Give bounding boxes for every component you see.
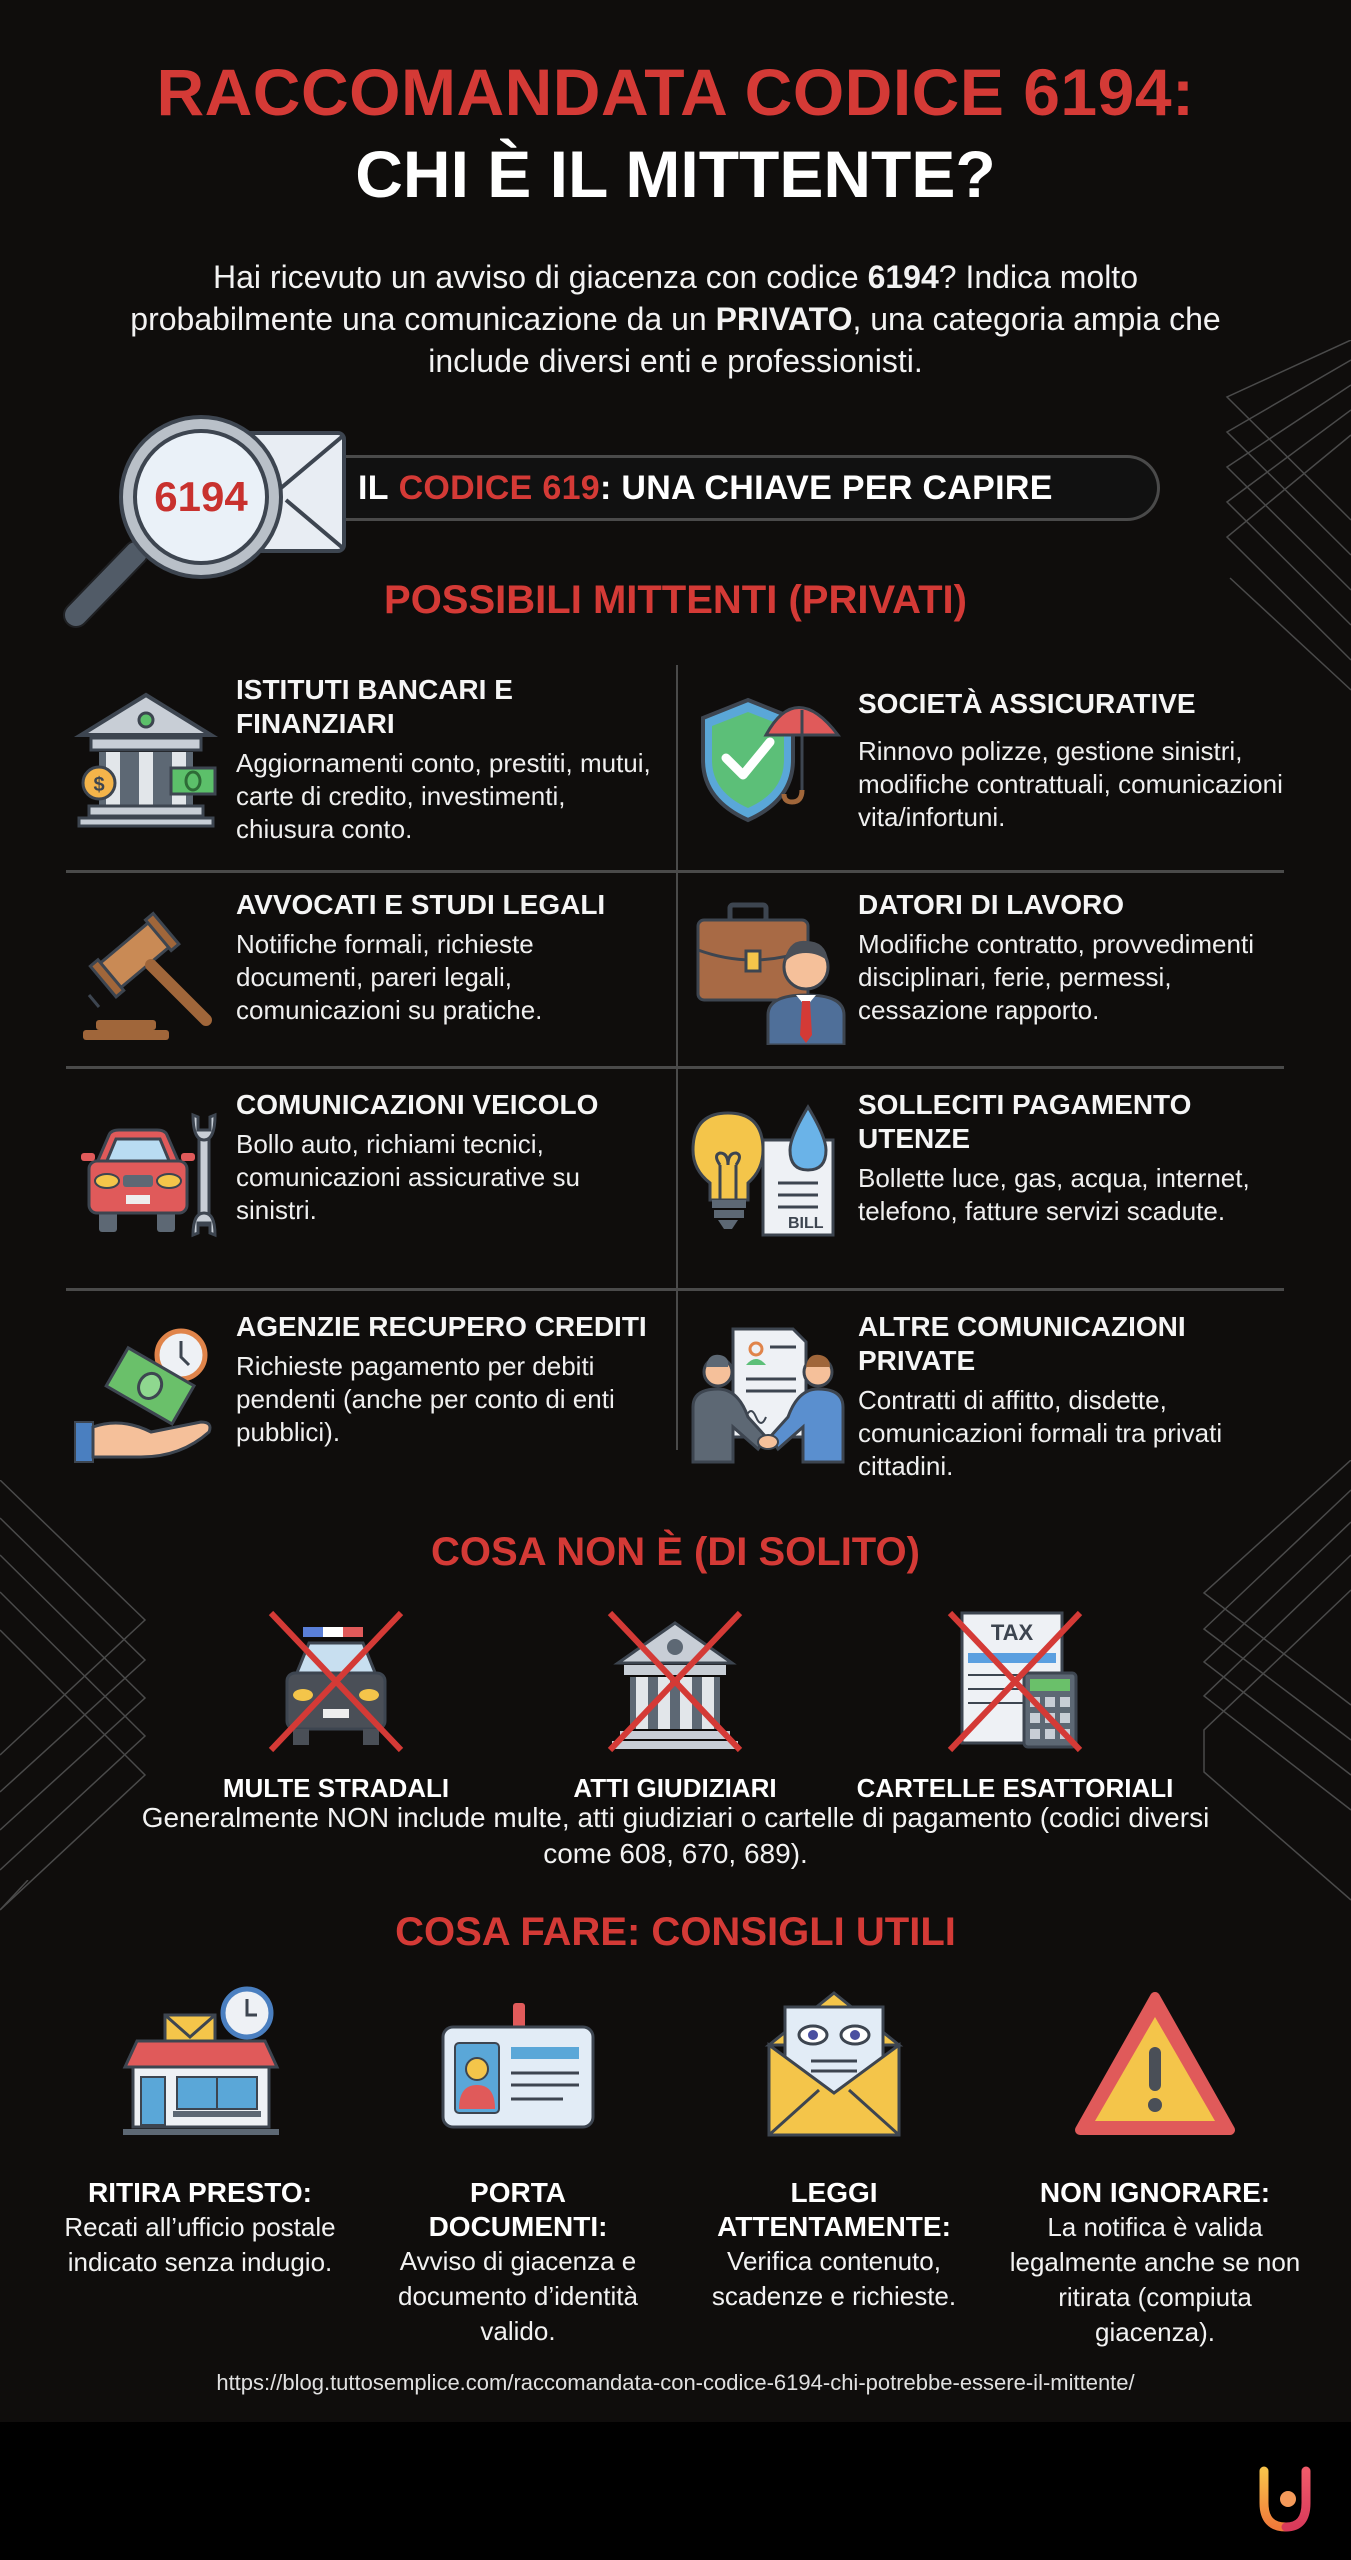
not-item-fines [166,1605,506,1804]
not-section-note: Generalmente NON include multe, atti giudiziari o cartelle di pagamento (codici diversi come 608, 670, 689). [141,1802,1210,1869]
senders-section-title: POSSIBILI MITTENTI (PRIVATI) [384,578,967,622]
sender-title: AGENZIE RECUPERO CREDITI [236,1311,647,1342]
sender-description: Contratti di affitto, disdette, comunicazioni formali tra privati cittadini. [858,1385,1223,1481]
tip-step-documents [378,1980,658,2349]
insurance-shield-umbrella-icon [688,680,848,830]
gavel-icon [71,895,221,1045]
sender-title: ISTITUTI BANCARI E FINANZIARI [236,674,513,739]
tip-title: LEGGI ATTENTAMENTE: [717,2177,951,2242]
bank-icon [71,680,221,830]
not-item-tax-bills [845,1605,1185,1804]
tip-description: La notifica è valida legalmente anche se non ritirata (compiuta giacenza). [1009,2212,1301,2347]
footer-band [0,2422,1351,2560]
sender-description: Notifiche formali, richieste documenti, pareri legali, comunicazioni su pratiche. [236,929,543,1025]
tip-title: NON IGNORARE: [1039,2177,1271,2208]
decorative-lines-right-top [1210,340,1351,720]
sender-description: Modifiche contratto, provvedimenti disciplinari, ferie, permessi, cessazione rapporto. [858,929,1254,1025]
code-key-banner: IL CODICE 619 : UNA CHIAVE PER CAPIRE [318,455,1160,521]
sender-description: Bollo auto, richiami tecnici, comunicazioni assicurative su sinistri. [236,1129,580,1225]
hand-money-clock-icon [71,1317,221,1467]
briefcase-employer-icon [688,895,848,1045]
courthouse-crossed-icon [600,1605,750,1755]
grid-divider [66,1288,1284,1291]
tip-description: Recati all’ufficio postale indicato senza indugio. [64,2212,336,2277]
grid-divider [66,870,1284,873]
id-card-icon [433,1985,603,2145]
grid-divider-vertical [676,665,678,1450]
brand-logo-icon [1250,2465,1320,2535]
sender-description: Richieste pagamento per debiti pendenti (anche per conto di enti pubblici). [236,1351,615,1447]
sender-description: Aggiornamenti conto, prestiti, mutui, carte di credito, investimenti, chiusura conto. [236,748,651,844]
tip-step-read [694,1980,974,2314]
not-item-label: MULTE STRADALI [222,1773,450,1803]
sender-card-private-communications [688,1302,1288,1502]
svg-text:6194: 6194 [154,473,248,520]
bulb-bill-icon [688,1095,848,1245]
sender-card-employers [688,880,1288,1080]
sender-title: SOLLECITI PAGAMENTO UTENZE [858,1089,1192,1154]
sender-card-debt-collection [66,1302,666,1502]
sender-card-insurance [688,665,1288,865]
sender-card-vehicle [66,1080,666,1280]
svg-text:TAX: TAX [990,1620,1034,1645]
page-title: RACCOMANDATA CODICE 6194: [156,55,1195,129]
tip-description: Avviso di giacenza e documento d’identità valido. [398,2246,638,2346]
sender-title: COMUNICAZIONI VEICOLO [236,1089,599,1120]
sender-description: Rinnovo polizze, gestione sinistri, modifiche contrattuali, comunicazioni vita/infortuni. [858,736,1283,832]
tip-step-dont-ignore [1005,1980,1305,2350]
handshake-contract-icon [688,1317,848,1467]
tip-title: RITIRA PRESTO: [87,2177,312,2208]
tip-step-pickup [60,1980,340,2280]
page-subtitle: CHI È IL MITTENTE? [355,137,996,211]
not-section-title: COSA NON È (DI SOLITO) [431,1530,920,1574]
decorative-line-left-small [0,1880,30,1910]
svg-text:$: $ [93,774,105,796]
tips-section-title: COSA FARE: CONSIGLI UTILI [395,1910,956,1954]
not-item-judicial-acts [505,1605,845,1804]
svg-text:BILL: BILL [788,1215,824,1232]
sender-card-utilities [688,1080,1288,1280]
not-item-label: CARTELLE ESATTORIALI [856,1773,1174,1803]
tax-calculator-crossed-icon [940,1605,1090,1755]
sender-title: AVVOCATI E STUDI LEGALI [236,889,606,920]
post-office-clock-icon [115,1985,285,2145]
not-item-label: ATTI GIUDIZIARI [573,1773,777,1803]
sender-description: Bollette luce, gas, acqua, internet, telefono, fatture servizi scadute. [858,1163,1250,1226]
tip-title: PORTA DOCUMENTI: [428,2177,608,2242]
sender-title: DATORI DI LAVORO [858,889,1124,920]
tip-description: Verifica contenuto, scadenze e richieste. [711,2246,957,2311]
sender-card-banks [66,665,666,865]
sender-card-lawyers [66,880,666,1080]
sender-title: SOCIETÀ ASSICURATIVE [858,688,1196,719]
car-wrench-icon [71,1095,221,1245]
police-car-crossed-icon [261,1605,411,1755]
warning-triangle-icon [1070,1985,1240,2145]
sender-title: ALTRE COMUNICAZIONI PRIVATE [858,1311,1186,1376]
intro-text: Hai ricevuto un avviso di giacenza con codice 6194? Indica molto probabilmente una comunicazione da un PRIVATO, una categoria ampia che include diversi enti e professionisti. [130,259,1221,379]
envelope-eyes-icon [749,1985,919,2145]
source-url[interactable]: https://blog.tuttosemplice.com/raccomandata-con-codice-6194-chi-potrebbe-essere-il-mittente/ [216,2370,1135,2395]
